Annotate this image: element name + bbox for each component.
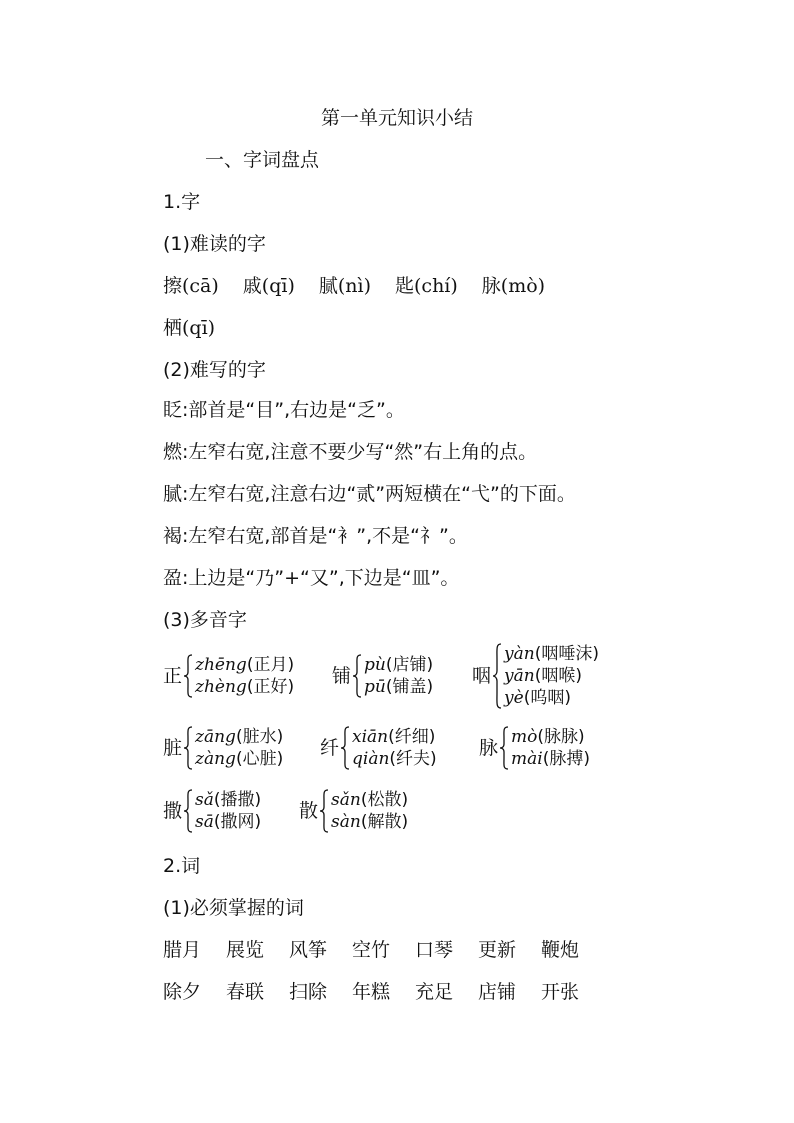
- hard-read-item: 擦(cā): [163, 275, 219, 297]
- brace-icon: [183, 789, 193, 833]
- subheading-polyphones: (3)多音字: [163, 609, 247, 631]
- polyphone-reading: mài(脉搏): [511, 749, 590, 769]
- brace-icon: [492, 643, 502, 709]
- brace-icon: [352, 654, 362, 698]
- hard-write-note: 腻:左窄右宽,注意右边“贰”两短横在“弋”的下面。: [163, 483, 576, 505]
- brace-icon: [499, 726, 509, 770]
- polyphone-reading: yān(咽喉): [504, 666, 582, 686]
- subheading-words: 2.词: [163, 855, 201, 877]
- polyphone-char: 撒: [163, 800, 183, 822]
- polyphone-reading: zāng(脏水): [195, 727, 284, 747]
- section-heading: 一、字词盘点: [205, 149, 320, 171]
- word-item: 年糕: [352, 981, 391, 1003]
- word-item: 口琴: [415, 939, 454, 961]
- word-item: 展览: [226, 939, 265, 961]
- word-item: 空竹: [352, 939, 391, 961]
- polyphone-reading: pù(店铺): [364, 655, 434, 675]
- polyphone-char: 正: [163, 665, 183, 687]
- polyphone-group: [163, 726, 283, 770]
- subheading-characters: 1.字: [163, 191, 201, 213]
- polyphone-reading: yàn(咽唾沫): [504, 644, 599, 664]
- hard-read-item: 匙(chí): [395, 275, 458, 297]
- word-item: 充足: [415, 981, 454, 1003]
- word-row: [163, 980, 604, 1004]
- polyphone-reading: zàng(心脏): [195, 749, 284, 769]
- polyphone-reading: zhèng(正好): [195, 677, 295, 697]
- word-item: 除夕: [163, 981, 202, 1003]
- word-item: 店铺: [478, 981, 517, 1003]
- word-row: [163, 938, 604, 962]
- hard-write-note: 燃:左窄右宽,注意不要少写“然”右上角的点。: [163, 441, 538, 463]
- polyphone-group: [163, 654, 294, 698]
- page-title: 第一单元知识小结: [320, 107, 473, 129]
- polyphone-char: 咽: [472, 665, 492, 687]
- polyphone-char: 铺: [332, 665, 352, 687]
- polyphone-reading: xiān(纤细): [352, 727, 436, 747]
- polyphone-reading: mò(脉脉): [511, 727, 585, 747]
- brace-icon: [319, 789, 329, 833]
- hard-read-item: 脉(mò): [481, 275, 546, 297]
- subheading-must-master: (1)必须掌握的词: [163, 897, 304, 919]
- polyphone-reading: sā(撒网): [195, 812, 262, 832]
- polyphone-group: [332, 654, 433, 698]
- subheading-hard-to-write: (2)难写的字: [163, 359, 266, 381]
- hard-read-item: 腻(nì): [318, 275, 372, 297]
- hard-read-item: 戚(qī): [242, 275, 295, 297]
- subheading-hard-to-read: (1)难读的字: [163, 233, 266, 255]
- word-item: 鞭炮: [541, 939, 580, 961]
- hard-read-item: 栖(qī): [163, 317, 216, 339]
- brace-icon: [183, 726, 193, 770]
- hard-write-note: 盈:上边是“乃”+“又”,下边是“皿”。: [163, 567, 460, 589]
- polyphone-char: 脉: [479, 737, 499, 759]
- brace-icon: [183, 654, 193, 698]
- polyphone-reading: sǎn(松散): [331, 790, 409, 810]
- polyphone-reading: sàn(解散): [331, 812, 409, 832]
- polyphone-reading: zhēng(正月): [195, 655, 295, 675]
- polyphone-group: [472, 643, 599, 709]
- polyphone-char: 散: [299, 800, 319, 822]
- word-item: 腊月: [163, 939, 202, 961]
- word-item: 开张: [541, 981, 580, 1003]
- hard-write-note: 眨:部首是“目”,右边是“乏”。: [163, 399, 405, 421]
- word-item: 更新: [478, 939, 517, 961]
- polyphone-reading: yè(呜咽): [504, 688, 571, 708]
- word-item: 风筝: [289, 939, 328, 961]
- polyphone-reading: sǎ(播撒): [195, 790, 262, 810]
- polyphone-char: 脏: [163, 737, 183, 759]
- brace-icon: [340, 726, 350, 770]
- word-item: 春联: [226, 981, 265, 1003]
- word-item: 扫除: [289, 981, 328, 1003]
- polyphone-group: [163, 789, 261, 833]
- hard-write-note: 褐:左窄右宽,部首是“衤”,不是“礻”。: [163, 525, 468, 547]
- polyphone-group: [320, 726, 437, 770]
- polyphone-group: [299, 789, 408, 833]
- polyphone-char: 纤: [320, 737, 340, 759]
- polyphone-reading: pū(铺盖): [364, 677, 434, 697]
- hard-read-row: [163, 274, 569, 298]
- polyphone-reading: qiàn(纤夫): [352, 749, 437, 769]
- polyphone-group: [479, 726, 590, 770]
